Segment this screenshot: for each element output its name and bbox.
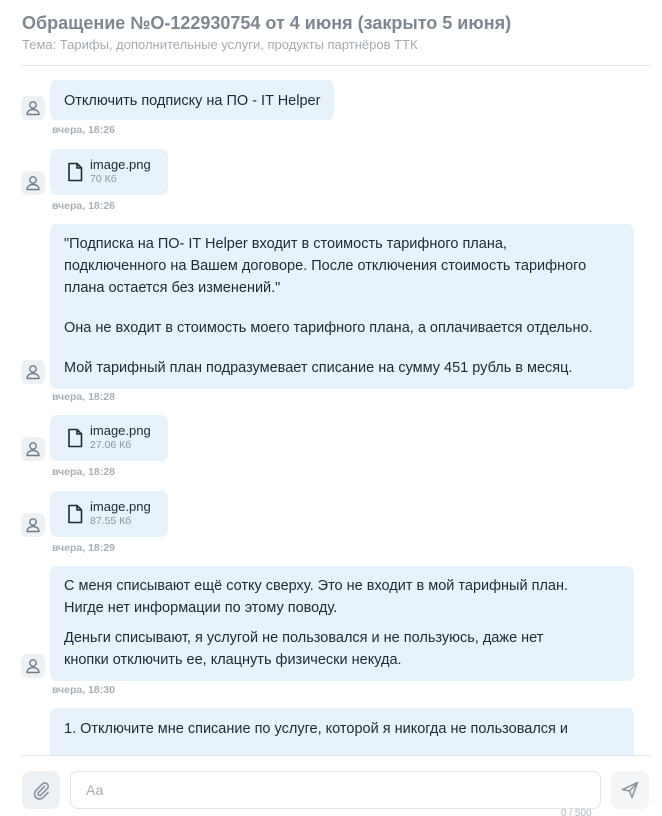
file-attachment[interactable]: [50, 149, 168, 195]
paperclip-icon: [31, 780, 51, 800]
ticket-header: [22, 12, 650, 53]
message-thread[interactable]: [0, 66, 662, 755]
message-bubble: [50, 708, 634, 755]
message-input[interactable]: [71, 772, 600, 808]
message-timestamp: вчера, 18:28: [52, 391, 115, 403]
file-icon: [67, 504, 83, 524]
user-icon: [21, 654, 45, 678]
message-bubble: [50, 566, 634, 681]
message-timestamp: вчера, 18:26: [52, 200, 115, 212]
message-text: "Подписка на ПО- IT Helper входит в стоимость тарифного плана,: [64, 236, 507, 252]
file-attachment[interactable]: [50, 415, 168, 461]
message-timestamp: вчера, 18:29: [52, 542, 115, 554]
file-size: 27.06 Кб: [90, 439, 132, 451]
message-bubble: [50, 224, 634, 389]
user-icon: [21, 96, 45, 120]
message-text: С меня списывают ещё сотку сверху. Это не входит в мой тарифный план.: [64, 578, 569, 594]
message-text: Деньги списывают, я услугой не пользовался и не пользуюсь, даже нет: [64, 630, 544, 646]
message-text: подключенного на Вашем договоре. После отключения стоимость тарифного: [64, 258, 587, 274]
file-icon: [67, 162, 83, 182]
message-text: 1. Отключите мне списание по услуге, которой я никогда не пользовался и: [64, 721, 569, 737]
user-icon: [21, 513, 45, 537]
message-text: Отключить подписку на ПО - IT Helper: [64, 93, 321, 109]
user-icon: [21, 171, 45, 195]
file-name: image.png: [90, 157, 151, 172]
file-size: 70 Кб: [90, 173, 117, 185]
ticket-subject: Тема: Тарифы, дополнительные услуги, продукты партнёров ТТК: [22, 37, 418, 52]
send-button[interactable]: [611, 771, 649, 809]
file-name: image.png: [90, 499, 151, 514]
message-bubble: [50, 80, 334, 120]
message-text: Мой тарифный план подразумевает списание на сумму 451 рубль в месяц.: [64, 360, 573, 376]
message-timestamp: вчера, 18:28: [52, 466, 115, 478]
message-timestamp: вчера, 18:30: [52, 684, 115, 696]
message-timestamp: вчера, 18:26: [52, 124, 115, 136]
character-counter: 0 / 500: [561, 808, 592, 816]
message-text: плана остается без изменений.": [64, 280, 281, 296]
file-attachment[interactable]: [50, 491, 168, 537]
attach-button[interactable]: [22, 771, 60, 809]
page-title: Обращение №О-122930754 от 4 июня (закрыто 5 июня): [22, 13, 512, 33]
message-text: Она не входит в стоимость моего тарифного плана, а оплачивается отдельно.: [64, 320, 593, 336]
composer-divider: [22, 755, 650, 756]
file-icon: [67, 428, 83, 448]
user-icon: [21, 360, 45, 384]
message-input-wrapper: [70, 771, 601, 809]
message-text: кнопки отключить ее, клацнуть физически некуда.: [64, 652, 402, 668]
send-icon: [620, 780, 640, 800]
file-name: image.png: [90, 423, 151, 438]
user-icon: [21, 437, 45, 461]
message-text: Нигде нет информации по этому поводу.: [64, 600, 338, 616]
file-size: 87.55 Кб: [90, 515, 132, 527]
